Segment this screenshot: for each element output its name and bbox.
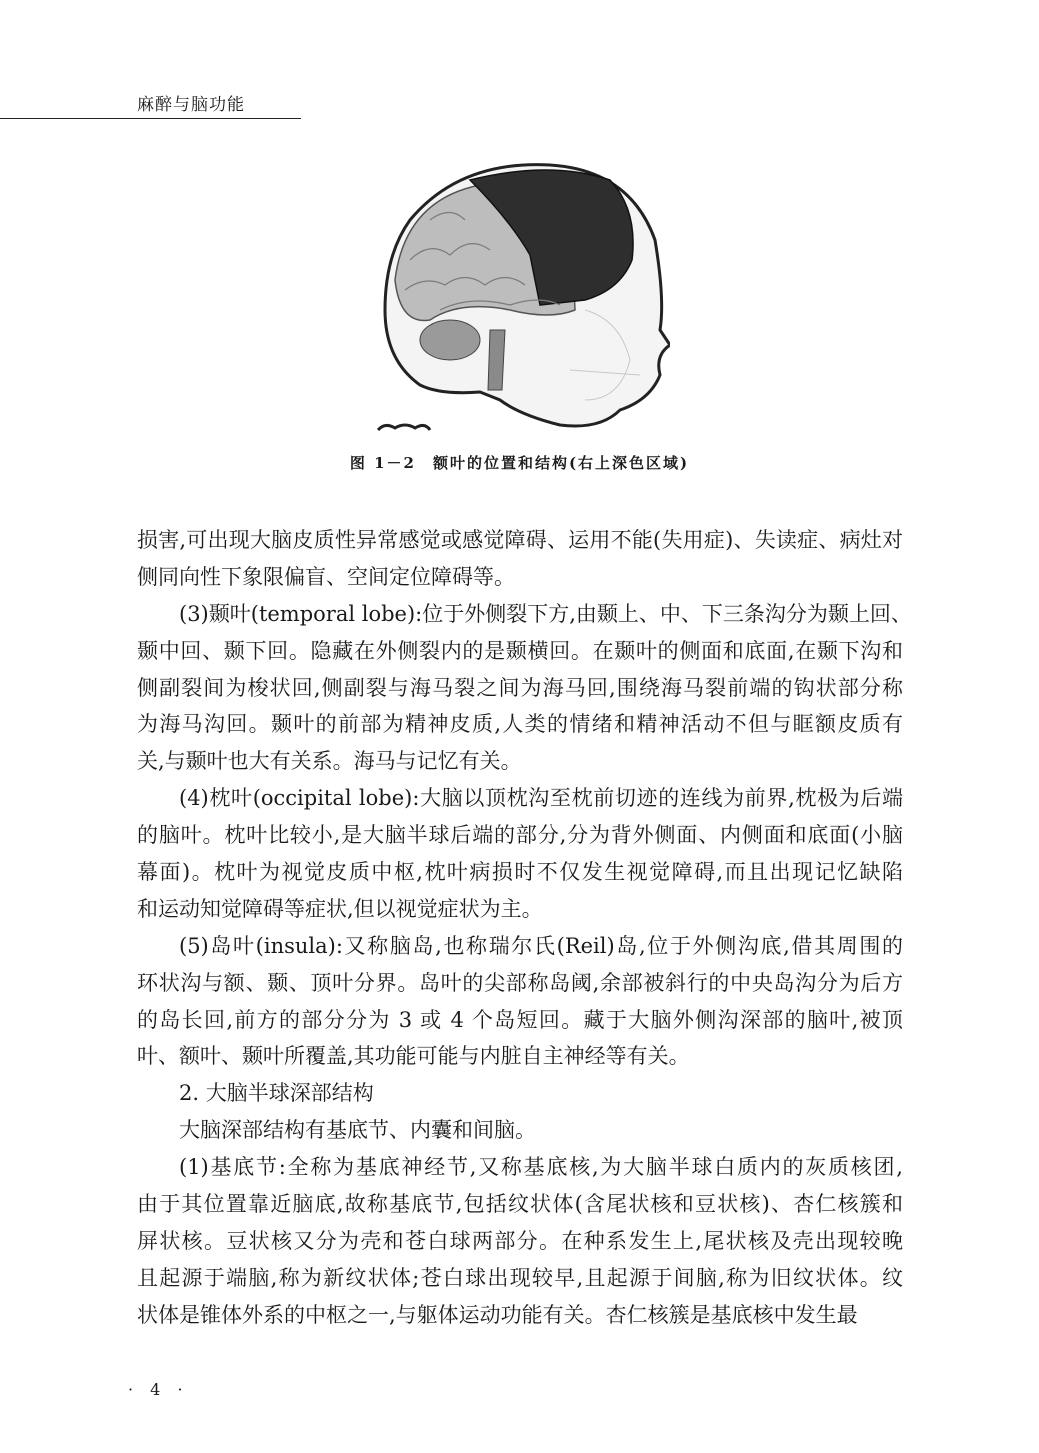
- paragraph: [137, 522, 903, 596]
- page-number: · 4 ·: [128, 1380, 189, 1399]
- paragraph: [137, 1149, 903, 1333]
- text-line: (3)颞叶(temporal lobe):位于外侧裂下方,由颞上、中、下三条沟分为颞上回、: [179, 601, 912, 626]
- header-rule: [0, 118, 301, 119]
- text-line: 状体是锥体外系的中枢之一,与躯体运动功能有关。杏仁核簇是基底核中发生最: [137, 1302, 858, 1327]
- text-line: 由于其位置靠近脑底,故称基底节,包括纹状体(含尾状核和豆状核)、杏仁核簇和: [137, 1192, 903, 1217]
- text-line: 和运动知觉障碍等症状,但以视觉症状为主。: [137, 896, 543, 921]
- text-line: 且起源于端脑,称为新纹状体;苍白球出现较早,且起源于间脑,称为旧纹状体。纹: [137, 1265, 903, 1290]
- text-line: 侧同向性下象限偏盲、空间定位障碍等。: [137, 564, 515, 589]
- text-line: 2. 大脑半球深部结构: [179, 1081, 374, 1106]
- text-line: 的岛长回,前方的部分分为 3 或 4 个岛短回。藏于大脑外侧沟深部的脑叶,被顶: [137, 1007, 903, 1032]
- paragraph: [137, 1112, 903, 1149]
- text-line: (1)基底节:全称为基底神经节,又称基底核,为大脑半球白质内的灰质核团,: [179, 1155, 903, 1180]
- paragraph: [137, 780, 903, 928]
- text-line: 关,与颞叶也大有关系。海马与记忆有关。: [137, 749, 522, 774]
- text-line: 颞中回、颞下回。隐藏在外侧裂内的是颞横回。在颞叶的侧面和底面,在颞下沟和: [137, 638, 903, 663]
- running-header: 麻醉与脑功能: [137, 95, 245, 115]
- text-line: 侧副裂间为梭状回,侧副裂与海马裂之间为海马回,围绕海马裂前端的钩状部分称: [137, 675, 903, 700]
- text-line: (5)岛叶(insula):又称脑岛,也称瑞尔氏(Reil)岛,位于外侧沟底,借其周围的: [179, 933, 903, 958]
- figure-caption: 图 1－2 额叶的位置和结构(右上深色区域): [349, 454, 690, 472]
- text-line: 幕面)。枕叶为视觉皮质中枢,枕叶病损时不仅发生视觉障碍,而且出现记忆缺陷: [137, 860, 903, 885]
- body-text: [137, 522, 912, 1334]
- text-line: 环状沟与额、颞、顶叶分界。岛叶的尖部称岛阈,余部被斜行的中央岛沟分为后方: [137, 970, 903, 995]
- text-line: 叶、额叶、颞叶所覆盖,其功能可能与内脏自主神经等有关。: [137, 1044, 690, 1069]
- text-line: 损害,可出现大脑皮质性异常感觉或感觉障碍、运用不能(失用症)、失读症、病灶对: [137, 528, 903, 552]
- text-line: 屏状核。豆状核又分为壳和苍白球两部分。在种系发生上,尾状核及壳出现较晚: [137, 1228, 903, 1253]
- paragraph: [137, 928, 903, 1076]
- text-line: 为海马沟回。颞叶的前部为精神皮质,人类的情绪和精神活动不但与眶额皮质有: [137, 712, 903, 737]
- text-line: 的脑叶。枕叶比较小,是大脑半球后端的部分,分为背外侧面、内侧面和底面(小脑: [137, 823, 903, 848]
- brain-figure: [370, 160, 670, 440]
- text-line: 大脑深部结构有基底节、内囊和间脑。: [179, 1118, 536, 1143]
- paragraph: [137, 596, 912, 780]
- paragraph: [137, 1075, 903, 1112]
- brain-skull-illustration: [370, 160, 670, 440]
- text-line: (4)枕叶(occipital lobe):大脑以顶枕沟至枕前切迹的连线为前界,枕极为后端: [179, 786, 903, 811]
